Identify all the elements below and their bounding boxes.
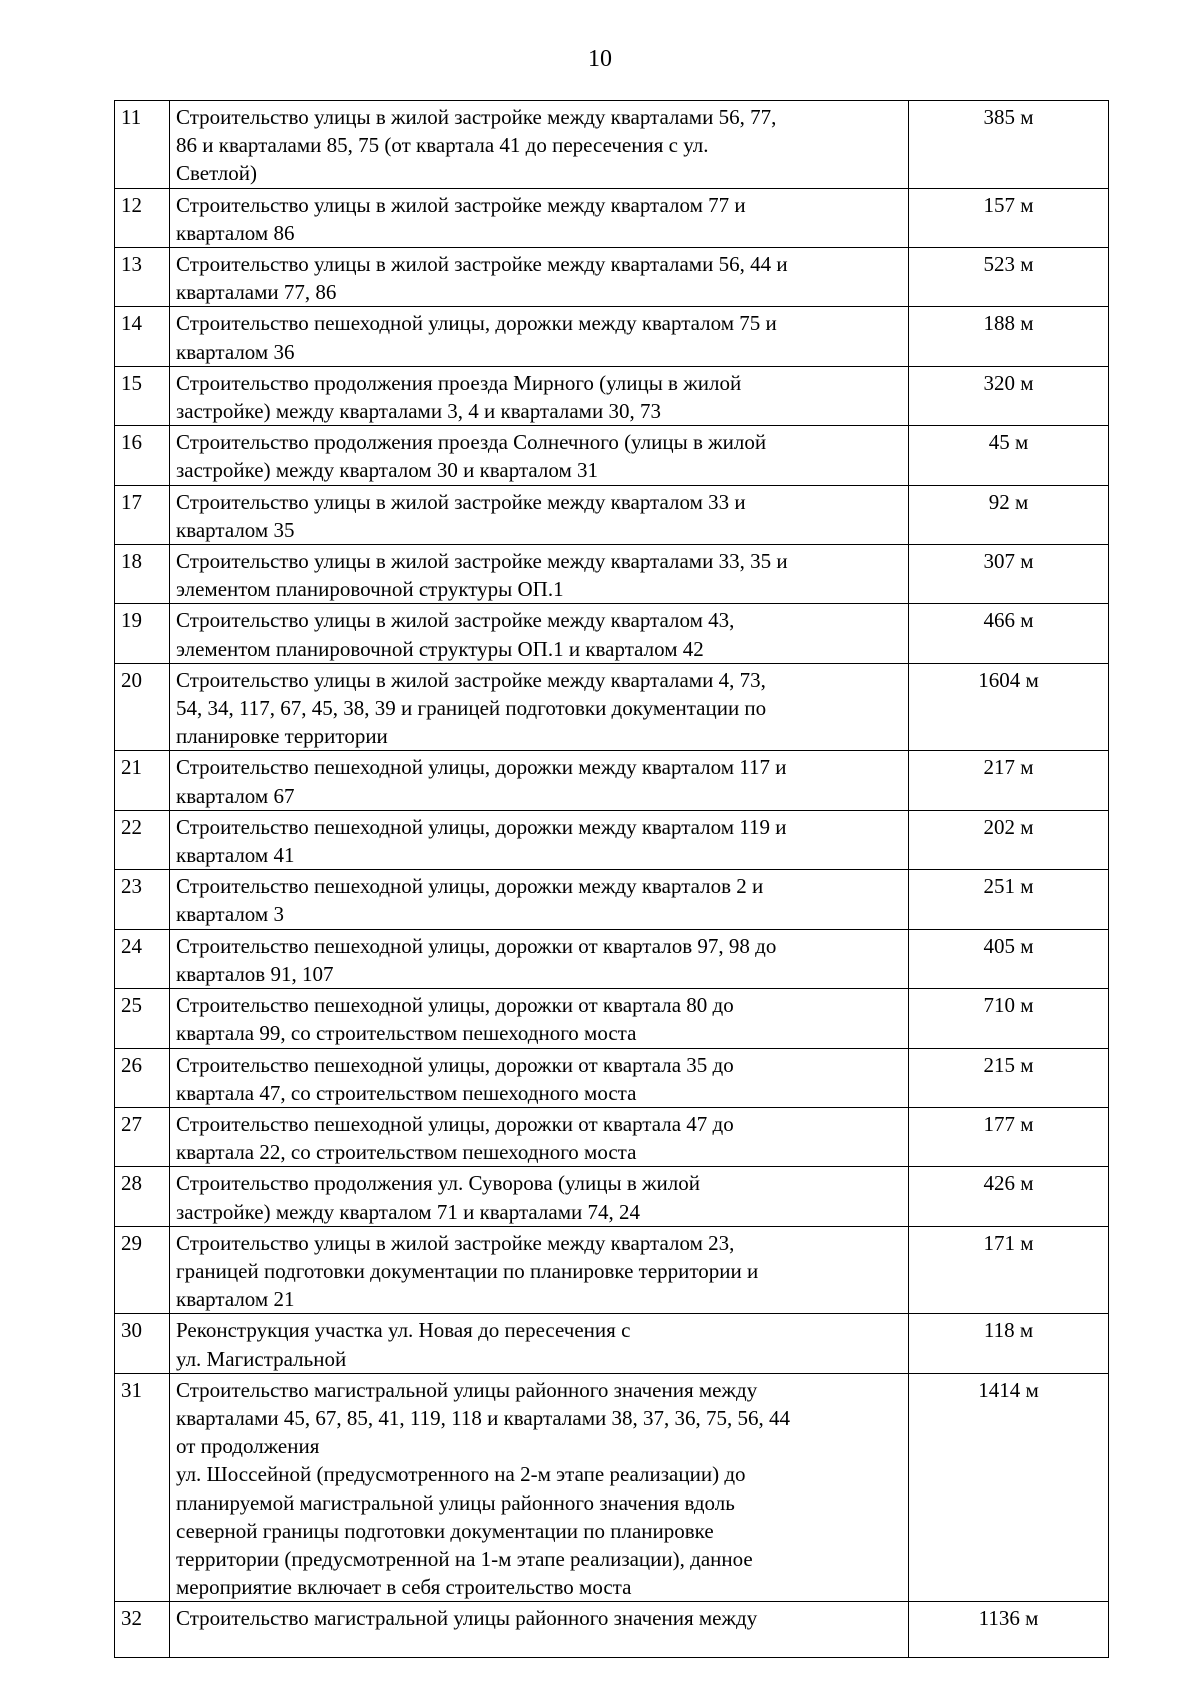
row-description-cell: Строительство улицы в жилой застройке между кварталами 33, 35 и элементом планировочной структуры ОП.1 — [170, 545, 909, 604]
row-description-cell: Строительство пешеходной улицы, дорожки между кварталом 119 и кварталом 41 — [170, 810, 909, 869]
table-row — [115, 307, 1109, 366]
row-length-cell: 405 м — [909, 929, 1109, 988]
table-row — [115, 1226, 1109, 1314]
row-length-cell: 426 м — [909, 1167, 1109, 1226]
row-description-cell: Строительство улицы в жилой застройке между кварталом 77 и кварталом 86 — [170, 188, 909, 247]
row-length-cell: 466 м — [909, 604, 1109, 663]
table-row — [115, 366, 1109, 425]
row-number-cell: 20 — [115, 663, 170, 751]
row-number-cell: 12 — [115, 188, 170, 247]
row-description-cell: Строительство продолжения проезда Солнечного (улицы в жилой застройке) между кварталом 30 и кварталом 31 — [170, 426, 909, 485]
row-description-cell: Строительство пешеходной улицы, дорожки от квартала 47 до квартала 22, со строительством пешеходного моста — [170, 1107, 909, 1166]
row-length-cell: 217 м — [909, 751, 1109, 810]
row-description-cell: Строительство продолжения проезда Мирного (улицы в жилой застройке) между кварталами 3, 4 и кварталами 30, 73 — [170, 366, 909, 425]
row-length-cell: 320 м — [909, 366, 1109, 425]
table-row — [115, 248, 1109, 307]
row-number-cell: 25 — [115, 989, 170, 1048]
row-description-cell: Строительство улицы в жилой застройке между кварталом 43, элементом планировочной структуры ОП.1 и кварталом 42 — [170, 604, 909, 663]
row-number-cell: 31 — [115, 1373, 170, 1602]
row-length-cell: 92 м — [909, 485, 1109, 544]
table-row — [115, 989, 1109, 1048]
row-number-cell: 14 — [115, 307, 170, 366]
row-length-cell: 171 м — [909, 1226, 1109, 1314]
row-length-cell: 1604 м — [909, 663, 1109, 751]
table-row — [115, 929, 1109, 988]
row-number-cell: 18 — [115, 545, 170, 604]
row-number-cell: 19 — [115, 604, 170, 663]
row-description-cell: Строительство пешеходной улицы, дорожки от квартала 80 до квартала 99, со строительством пешеходного моста — [170, 989, 909, 1048]
row-length-cell: 523 м — [909, 248, 1109, 307]
row-number-cell: 11 — [115, 101, 170, 189]
table-row — [115, 1373, 1109, 1602]
row-number-cell: 24 — [115, 929, 170, 988]
row-number-cell: 15 — [115, 366, 170, 425]
row-description-cell: Реконструкция участка ул. Новая до пересечения с ул. Магистральной — [170, 1314, 909, 1373]
row-description-cell: Строительство магистральной улицы районного значения между — [170, 1602, 909, 1658]
row-number-cell: 16 — [115, 426, 170, 485]
row-description-cell: Строительство улицы в жилой застройке между кварталами 56, 77, 86 и кварталами 85, 75 (от квартала 41 до пересечения с ул. Светлой) — [170, 101, 909, 189]
table-row — [115, 101, 1109, 189]
row-length-cell: 1414 м — [909, 1373, 1109, 1602]
row-number-cell: 21 — [115, 751, 170, 810]
row-number-cell: 23 — [115, 870, 170, 929]
row-length-cell: 215 м — [909, 1048, 1109, 1107]
row-description-cell: Строительство улицы в жилой застройке между кварталом 33 и кварталом 35 — [170, 485, 909, 544]
row-length-cell: 385 м — [909, 101, 1109, 189]
row-description-cell: Строительство улицы в жилой застройке между кварталами 4, 73, 54, 34, 117, 67, 45, 38, 39 и границей подготовки документации по планировке территории — [170, 663, 909, 751]
row-number-cell: 32 — [115, 1602, 170, 1658]
table-row — [115, 1048, 1109, 1107]
row-number-cell: 27 — [115, 1107, 170, 1166]
table-row — [115, 1314, 1109, 1373]
row-number-cell: 17 — [115, 485, 170, 544]
row-length-cell: 251 м — [909, 870, 1109, 929]
row-description-cell: Строительство улицы в жилой застройке между кварталом 23, границей подготовки документации по планировке территории и кварталом 21 — [170, 1226, 909, 1314]
table-row — [115, 870, 1109, 929]
table-row — [115, 751, 1109, 810]
row-number-cell: 26 — [115, 1048, 170, 1107]
row-description-cell: Строительство улицы в жилой застройке между кварталами 56, 44 и кварталами 77, 86 — [170, 248, 909, 307]
row-number-cell: 29 — [115, 1226, 170, 1314]
table-row — [115, 485, 1109, 544]
row-length-cell: 177 м — [909, 1107, 1109, 1166]
table-row — [115, 1167, 1109, 1226]
table-row — [115, 1107, 1109, 1166]
table-row — [115, 545, 1109, 604]
row-number-cell: 13 — [115, 248, 170, 307]
table-row — [115, 810, 1109, 869]
row-number-cell: 28 — [115, 1167, 170, 1226]
row-number-cell: 22 — [115, 810, 170, 869]
table-row — [115, 426, 1109, 485]
row-description-cell: Строительство пешеходной улицы, дорожки от кварталов 97, 98 до кварталов 91, 107 — [170, 929, 909, 988]
table-row — [115, 1602, 1109, 1658]
row-description-cell: Строительство продолжения ул. Суворова (улицы в жилой застройке) между кварталом 71 и кварталами 74, 24 — [170, 1167, 909, 1226]
row-length-cell: 188 м — [909, 307, 1109, 366]
row-number-cell: 30 — [115, 1314, 170, 1373]
row-length-cell: 118 м — [909, 1314, 1109, 1373]
row-length-cell: 710 м — [909, 989, 1109, 1048]
row-length-cell: 202 м — [909, 810, 1109, 869]
table-row — [115, 188, 1109, 247]
row-description-cell: Строительство пешеходной улицы, дорожки между кварталом 75 и кварталом 36 — [170, 307, 909, 366]
row-description-cell: Строительство магистральной улицы районного значения между кварталами 45, 67, 85, 41, 119, 118 и кварталами 38, 37, 36, 75, 56, 44 от продолжения ул. Шоссейной (предусмотренного на 2-м этапе реализации) до планируемой магистральной улицы районного значения вдоль северной границы подготовки документации по планировке территории (предусмотренной на 1-м этапе реализации), данное мероприятие включает в себя строительство моста — [170, 1373, 909, 1602]
row-description-cell: Строительство пешеходной улицы, дорожки между кварталов 2 и кварталом 3 — [170, 870, 909, 929]
row-length-cell: 1136 м — [909, 1602, 1109, 1658]
row-length-cell: 157 м — [909, 188, 1109, 247]
table-body — [115, 101, 1109, 1658]
page-number: 10 — [588, 46, 612, 72]
row-length-cell: 307 м — [909, 545, 1109, 604]
works-table — [114, 100, 1109, 1658]
row-description-cell: Строительство пешеходной улицы, дорожки между кварталом 117 и кварталом 67 — [170, 751, 909, 810]
table-row — [115, 604, 1109, 663]
row-description-cell: Строительство пешеходной улицы, дорожки от квартала 35 до квартала 47, со строительством пешеходного моста — [170, 1048, 909, 1107]
table-row — [115, 663, 1109, 751]
row-length-cell: 45 м — [909, 426, 1109, 485]
